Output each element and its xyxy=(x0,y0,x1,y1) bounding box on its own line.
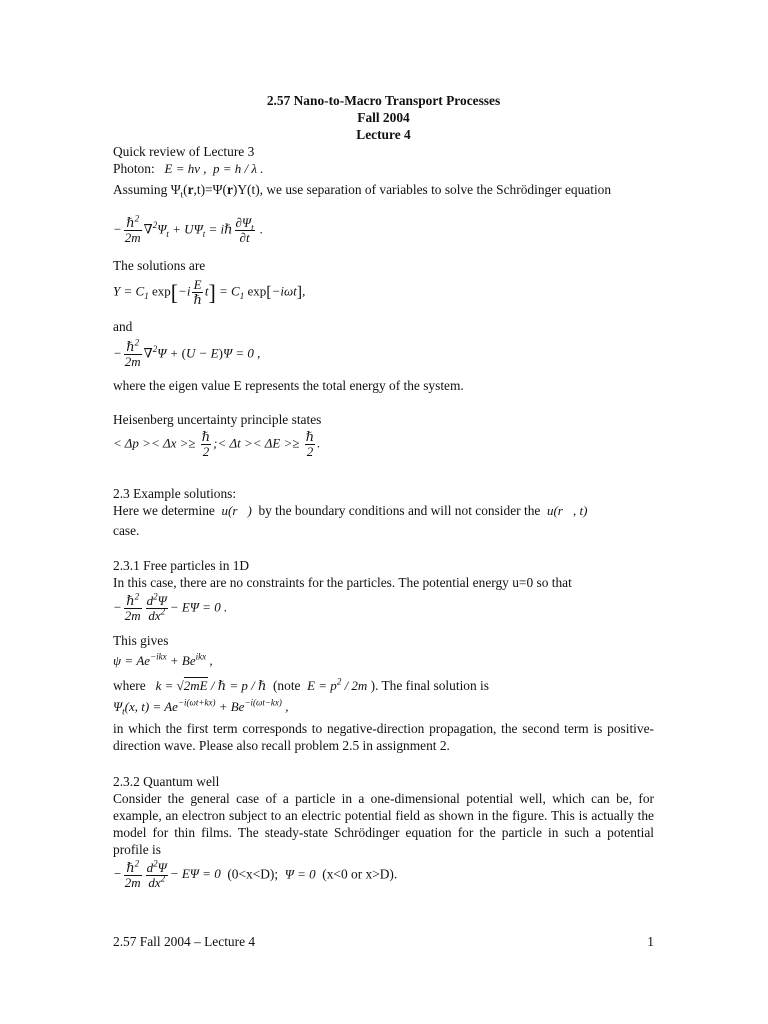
assuming-paragraph xyxy=(113,181,654,204)
example-text-b: by the boundary conditions and will not consider the xyxy=(258,503,541,518)
document-term: Fall 2004 xyxy=(357,110,410,125)
document-lecture: Lecture 4 xyxy=(356,127,411,142)
well-condition-b: (x<0 or x>D). xyxy=(322,866,398,882)
and-line: and xyxy=(113,319,133,334)
wavenumber-equation: k = √2mE / ℏ = p / ℏ xyxy=(149,678,270,693)
where-label: where xyxy=(113,678,146,693)
this-gives-line: This gives xyxy=(113,633,169,648)
separation-expression: $\Psi_t(r,t)=\Psi(r)Y(t)$ xyxy=(170,182,260,200)
photon-label: Photon: xyxy=(113,161,155,176)
propagation-paragraph: in which the first term corresponds to negative-direction propagation, the second term is positive-direction wave. Please also recall problem 2.5 in assignment 2. xyxy=(113,721,654,753)
final-wave-solution: $\Psi_t(x$, $t) = Ae^{-i(\omega t+kx)} + Be^{-i(\omega t-kx)}$ , xyxy=(113,697,289,717)
uncertainty-equation: < Δp >< Δx >≥ $\frac{\text{ℏ}}{2}$ ;< Δt >< ΔE >≥ $\frac{\text{ℏ}}{2}$ . xyxy=(113,429,321,459)
u-r-t-expression: u(r⃗, t) xyxy=(543,503,588,518)
assuming-suffix: , we use separation of variables to solve the Schrödinger equation xyxy=(259,182,612,197)
free-particle-equation: − $\frac{\hbar^2}{2m}$ $\frac{d^2\Psi}{dx^2}$ − EΨ = 0 . xyxy=(113,591,228,623)
well-boundary-expression: Ψ = 0 xyxy=(281,866,319,882)
example-paragraph-line1 xyxy=(113,502,654,519)
page-number: 1 xyxy=(647,934,654,949)
photon-equation: E = hν , p = h / λ . xyxy=(158,161,264,176)
heisenberg-line: Heisenberg uncertainty principle states xyxy=(113,412,322,427)
assuming-prefix: Assuming xyxy=(113,182,168,197)
final-solution-text: ). The final solution is xyxy=(370,678,489,693)
footer-left: 2.57 Fall 2004 – Lecture 4 xyxy=(113,934,256,949)
free-particle-solution: $\psi = Ae^{-ikx} + Be^{ikx}$ , xyxy=(113,651,213,668)
quantum-well-paragraph: Consider the general case of a particle in a one-dimensional potential well, which can be, for example, an electron subject to an electric potential field as shown in the figure. This is actually the model for thin films. The steady-state Schrödinger equation for the particle in such a potential profile is xyxy=(113,791,654,857)
quantum-well-equation xyxy=(113,858,654,890)
wavenumber-line xyxy=(113,677,654,694)
time-solution-equation: $Y = C_1$ exp[−i $\frac{E}{\text{ℏ}}$ $t] = C_1$ exp[−iωt], xyxy=(113,277,306,307)
time-dependent-schrodinger-equation: − $\frac{\hbar^2}{2m}$ $\nabla^2\Psi_t + U\Psi_t$ = iℏ $\frac{\partial\Psi_t}{\partial t}$ . xyxy=(113,213,264,245)
well-equation-expression: − $\frac{\hbar^2}{2m}$ $\frac{d^2\Psi}{dx^2}$ − EΨ = 0 xyxy=(113,858,224,890)
example-paragraph-line2: case. xyxy=(113,523,140,538)
solutions-line: The solutions are xyxy=(113,258,206,273)
time-independent-schrodinger-equation: − $\frac{\hbar^2}{2m}$ ∇$^2$Ψ + (U − E)Ψ = 0 , xyxy=(113,337,261,369)
free-particle-text: In this case, there are no constraints for the particles. The potential energy u=0 so that xyxy=(113,575,572,590)
well-condition-a: (0<x<D); xyxy=(227,866,279,882)
u-r-expression: u(r⃗) xyxy=(218,503,256,518)
review-line: Quick review of Lecture 3 xyxy=(113,144,255,159)
photon-line xyxy=(113,160,654,177)
free-particle-heading: 2.3.1 Free particles in 1D xyxy=(113,558,250,573)
eigen-line: where the eigen value E represents the total energy of the system. xyxy=(113,378,464,393)
document-title: 2.57 Nano-to-Macro Transport Processes xyxy=(266,93,501,108)
note-text: (note xyxy=(272,678,301,693)
page-footer xyxy=(113,933,654,950)
energy-relation: $E = p^2 / 2m$ xyxy=(303,676,371,693)
quantum-well-heading: 2.3.2 Quantum well xyxy=(113,774,220,789)
example-text-a: Here we determine xyxy=(113,503,215,518)
example-heading: 2.3 Example solutions: xyxy=(113,486,237,501)
